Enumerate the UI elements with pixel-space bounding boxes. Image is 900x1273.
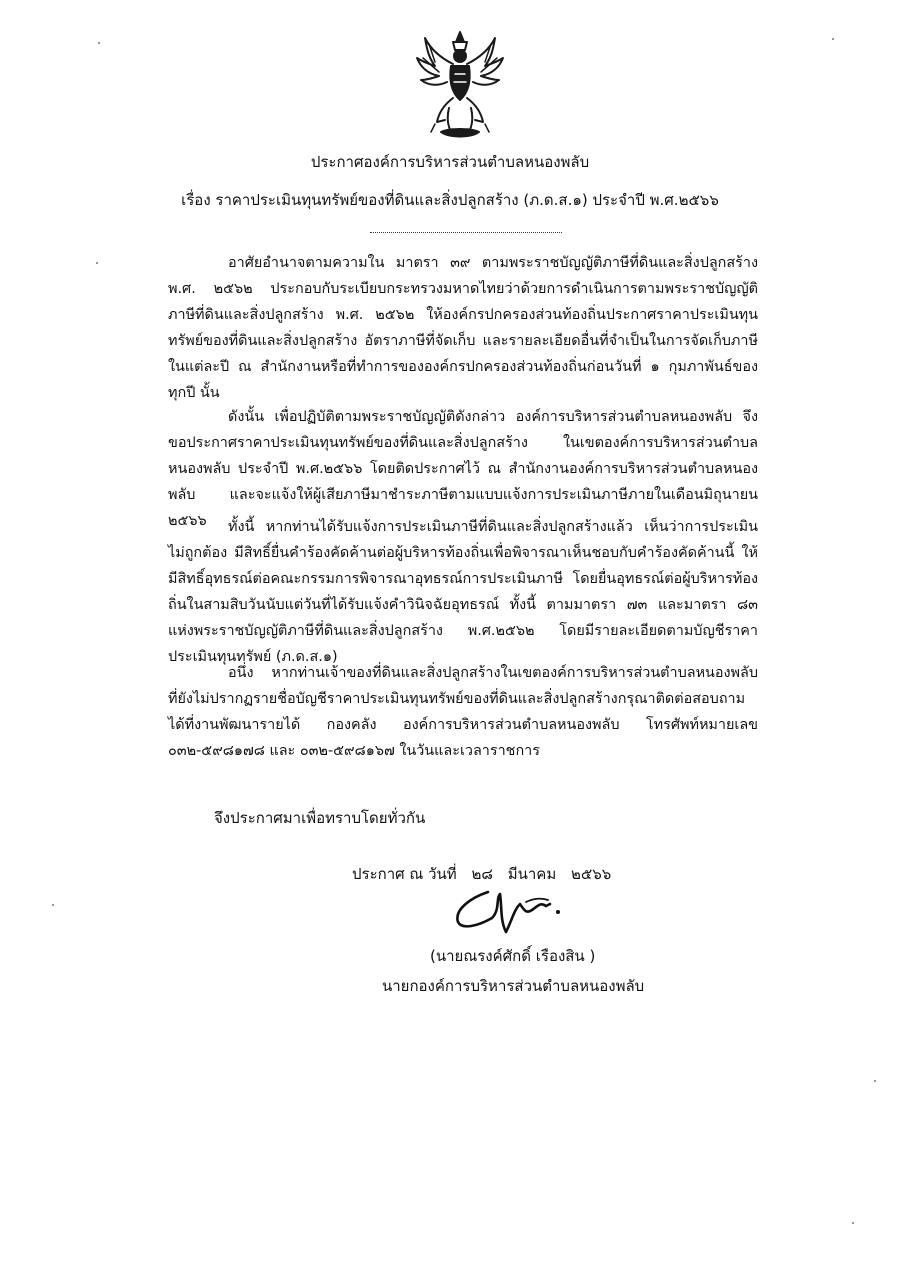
paragraph-1 [168,250,758,406]
scan-speck [874,1080,876,1082]
closing-statement: จึงประกาศมาเพื่อทราบโดยทั่วกัน [214,809,426,827]
scan-speck [96,262,98,264]
paragraph-2-text: ดังนั้น เพื่อปฏิบัติตามพระราชบัญญัติดังกล่าว องค์การบริหารส่วนตำบลหนองพลับ จึงขอประกาศราคาประเมินทุนทรัพย์ของที่ดินและสิ่งปลูกสร้าง ในเขตองค์การบริหารส่วนตำบลหนองพลับ ประจำปี พ.ศ.๒๕๖๖ โดยติดประกาศไว้ ณ สำนักงานองค์การบริหารส่วนตำบลหนองพลับ และจะแจ้งให้ผู้เสียภาษีมาชำระภาษีตามแบบแจ้งการประเมินภาษีภายในเดือนมิถุนายน ๒๕๖๖ [168,409,758,529]
signatory-position: นายกองค์การบริหารส่วนตำบลหนองพลับ [382,977,645,995]
scan-speck [52,904,54,906]
scan-speck [832,38,834,40]
date-month: มีนาคม [507,865,557,883]
date-year: ๒๕๖๖ [571,865,612,883]
date-day: ๒๘ [471,865,493,883]
scan-speck [98,42,100,44]
paragraph-3-text: ทั้งนี้ หากท่านได้รับแจ้งการประเมินภาษีที่ดินและสิ่งปลูกสร้างแล้ว เห็นว่าการประเมินไม่ถูกต้อง มีสิทธิ์ยื่นคำร้องคัดค้านต่อผู้บริหารท้องถิ่นเพื่อพิจารณาเห็นชอบกับคำร้องคัดค้านนี้ ให้มีสิทธิ์อุทธรณ์ต่อคณะกรรมการพิจารณาอุทธรณ์การประเมินภาษี โดยยื่นอุทธรณ์ต่อผู้บริหารท้องถิ่นในสามสิบวันนับแต่วันที่ได้รับแจ้งคำวินิจฉัยอุทธรณ์ ทั้งนี้ ตามมาตรา ๗๓ และมาตรา ๘๓ แห่งพระราชบัญญัติภาษีที่ดินและสิ่งปลูกสร้าง พ.ศ.๒๕๖๒ โดยมีรายละเอียดตามบัญชีราคาประเมินทุนทรัพย์ (ภ.ด.ส.๑) [168,519,758,665]
paragraph-3 [168,514,758,670]
paragraph-1-text: อาศัยอำนาจตามความใน มาตรา ๓๙ ตามพระราชบัญญัติภาษีที่ดินและสิ่งปลูกสร้าง พ.ศ. ๒๕๖๒ ประกอบกับระเบียบกระทรวงมหาดไทยว่าด้วยการดำเนินการตามพระราชบัญญัติภาษีที่ดินและสิ่งปลูกสร้าง พ.ศ. ๒๕๖๒ ให้องค์กรปกครองส่วนท้องถิ่นประกาศราคาประเมินทุนทรัพย์ของที่ดินและสิ่งปลูกสร้าง อัตราภาษีที่จัดเก็บ และรายละเอียดอื่นที่จำเป็นในการจัดเก็บภาษีในแต่ละปี ณ สำนักงานหรือที่ทำการขององค์กรปกครองส่วนท้องถิ่นก่อนวันที่ ๑ กุมภาพันธ์ของทุกปี นั้น [168,255,758,401]
paragraph-4-text: อนึ่ง หากท่านเจ้าของที่ดินและสิ่งปลูกสร้างในเขตองค์การบริหารส่วนตำบลหนองพลับ ที่ยังไม่ปรากฏรายชื่อบัญชีราคาประเมินทุนทรัพย์ของที่ดินและสิ่งปลูกสร้างกรุณาติดต่อสอบถามได้ที่งานพัฒนารายได้ กองคลัง องค์การบริหารส่วนตำบลหนองพลับ โทรศัพท์หมายเลข ๐๓๒-๕๙๘๑๗๘ และ ๐๓๒-๕๙๘๑๖๗ ในวันและเวลาราชการ [168,665,758,759]
dotted-divider [370,232,562,233]
paragraph-4 [168,660,758,764]
document-title: ประกาศองค์การบริหารส่วนตำบลหนองพลับ [310,153,590,171]
handwritten-signature-icon [430,880,600,940]
scan-speck [852,1222,854,1224]
signatory-name: (นายณรงค์ศักดิ์ เรืองสิน ) [430,947,596,965]
garuda-emblem-icon [405,28,515,140]
document-subject: เรื่อง ราคาประเมินทุนทรัพย์ของที่ดินและสิ่งปลูกสร้าง (ภ.ด.ส.๑) ประจำปี พ.ศ.๒๕๖๖ [181,191,719,209]
date-prefix: ประกาศ ณ วันที่ [352,865,457,883]
